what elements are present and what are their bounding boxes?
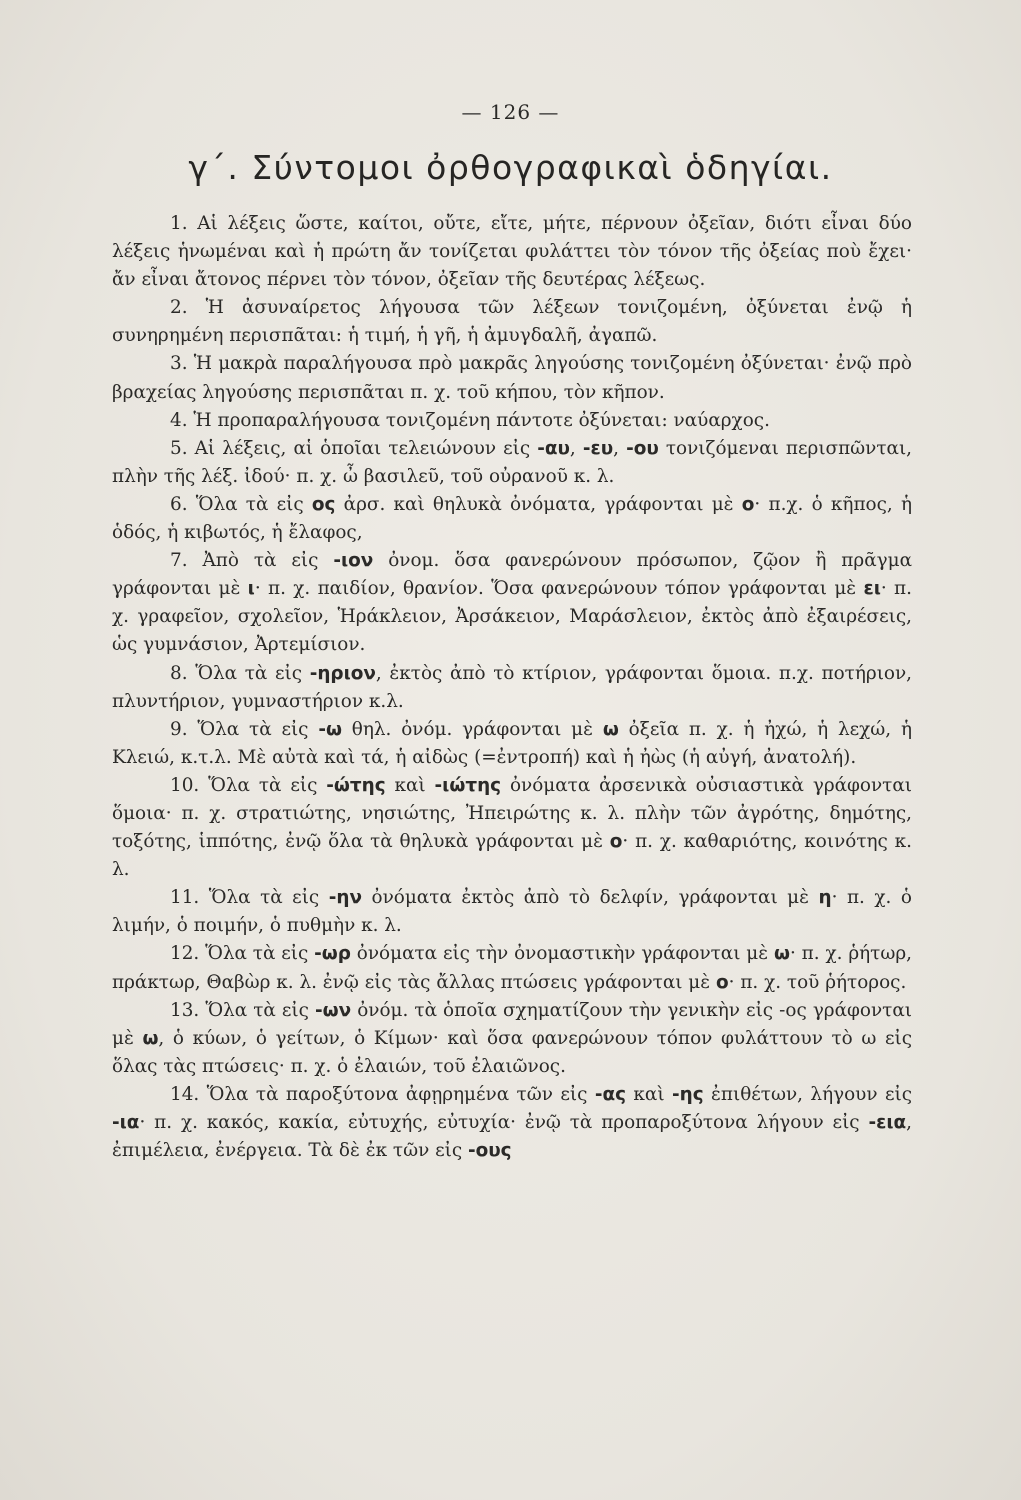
rule-suffix-bold: ω [602,718,619,740]
rule-text: 10. Ὅλα τὰ εἰς [170,774,327,796]
rule-suffix-bold: -ης [671,1083,704,1105]
rule-paragraph-3 [112,350,912,406]
rule-text: 2. Ἡ ἀσυναίρετος λήγουσα τῶν λέξεων τονιζομένη, ὀξύνεται ἐνῷ ἡ συνηρημένη περισπᾶται: ἡ τιμή, ἡ γῆ, ἡ ἀμυγδαλῆ, ἀγαπῶ. [112,297,912,347]
rule-text: ὀνόματα ἐκτὸς ἀπὸ τὸ δελφίν, γράφονται μὲ [362,887,819,909]
rule-suffix-bold: -ευ [582,437,614,459]
rule-text: 11. Ὅλα τὰ εἰς [170,887,329,909]
rule-suffix-bold: ει [863,578,881,600]
rule-suffix-bold: -ας [594,1083,626,1105]
rule-text: 7. Ἀπὸ τὰ εἰς [170,550,334,572]
rule-paragraph-6 [112,491,912,547]
rule-text: 6. Ὅλα τὰ εἰς [170,493,312,515]
rule-suffix-bold: η [818,887,832,909]
rule-paragraph-14 [112,1081,912,1165]
rule-suffix-bold: -ωρ [314,943,351,965]
rule-suffix-bold: -ηριον [309,662,376,684]
rule-text: , [613,437,627,459]
rule-paragraph-7 [112,547,912,659]
rule-text: ὀνόματα εἰς τὴν ὀνομαστικὴν γράφονται μὲ [350,943,774,965]
rule-text: · π. χ. ῥήτωρ, πράκτωρ, Θαβὼρ κ. λ. ἐνῷ εἰς τὰς ἄλλας πτώσεις γράφονται μὲ [112,943,912,993]
rules-body [112,210,912,1165]
rule-suffix-bold: -ων [314,999,352,1021]
page-number: — 126 — [461,100,560,124]
rule-paragraph-9 [112,716,912,772]
rule-suffix-bold: -ιώτης [434,774,502,796]
rule-paragraph-5 [112,435,912,491]
rule-suffix-bold: -ιον [333,550,374,572]
rule-text: · π. χ. καθαριότης, κοινότης κ. λ. [112,831,912,881]
rule-text: 14. Ὅλα τὰ παροξύτονα ἀφῃρημένα τῶν εἰς [170,1083,595,1105]
rule-text: · π. χ. κακός, κακία, εὐτυχής, εὐτυχία· ἐνῷ τὰ προπαροξύτονα λήγουν εἰς [139,1112,869,1133]
rule-paragraph-13 [112,997,912,1081]
rule-paragraph-1 [112,210,912,294]
rule-text: 4. Ἡ προπαραλήγουσα τονιζομένη πάντοτε ὀξύνεται: ναύαρχος. [170,409,770,431]
rule-text: , ὁ κύων, ὁ γείτων, ὁ Κίμων· καὶ ὅσα φανερώνουν τόπον φυλάττουν τὸ ω εἰς ὅλας τὰς πτώσεις· π. χ. ὁ ἐλαιών, τοῦ ἐλαιῶνος. [112,1027,912,1077]
rule-suffix-bold: -ους [468,1140,512,1162]
rule-paragraph-11 [112,884,912,940]
rule-suffix-bold: ος [311,493,336,515]
rule-paragraph-2 [112,294,912,350]
rule-text: θηλ. ὀνόμ. γράφονται μὲ [341,718,603,740]
rule-text: ὀξεῖα π. χ. ἡ ἠχώ, ἡ λεχώ, ἡ Κλειώ, κ.τ.λ. Μὲ αὐτὰ καὶ τά, ἡ αἰδὼς (=ἐντροπή) καὶ ἡ ἠὼς (ἡ αὐγή, ἀνατολή). [112,718,913,768]
rule-text: ἀρσ. καὶ θηλυκὰ ὀνόματα, γράφονται μὲ [335,493,742,515]
rule-paragraph-8 [112,660,912,716]
rule-suffix-bold: ο [609,831,623,853]
rule-suffix-bold: -ια [112,1112,140,1133]
rule-suffix-bold: -εια [868,1112,907,1133]
rule-text: · π. χ. ὁ λιμήν, ὁ ποιμήν, ὁ πυθμὴν κ. λ. [112,887,912,937]
rule-suffix-bold: ω [142,1027,159,1049]
rule-suffix-bold: -ου [626,437,659,459]
rule-text: · π. χ. γραφεῖον, σχολεῖον, Ἡράκλειον, Ἀρσάκειον, Μαράσλειον, ἐκτὸς ἀπὸ ἐξαιρέσεις, ὡς γυμνάσιον, Ἀρτεμίσιον. [112,578,912,656]
rule-text: ὀνομ. ὅσα φανερώνουν πρόσωπον, ζῷον ἢ πρᾶγμα γράφονται μὲ [112,550,912,600]
rule-suffix-bold: ι [247,578,255,600]
rule-suffix-bold: -ω [318,718,342,740]
rule-text: ἐπιθέτων, λήγουν εἰς [703,1083,912,1105]
rule-paragraph-4 [112,407,912,435]
rule-text: 8. Ὅλα τὰ εἰς [170,662,310,684]
rule-suffix-bold: -αυ [537,437,570,459]
rule-text: ὀνόμ. τὰ ὁποῖα σχηματίζουν τὴν γενικὴν εἰς -ος γράφονται μὲ [112,999,912,1049]
rule-text: , [569,437,583,459]
rule-text: 3. Ἡ μακρὰ παραλήγουσα πρὸ μακρᾶς ληγούσης τονιζομένη ὀξύνεται· ἐνῷ πρὸ βραχείας ληγούσης περισπᾶται π. χ. τοῦ κήπου, τὸν κῆπον. [112,353,912,403]
rule-text: ὀνόματα ἀρσενικὰ οὐσιαστικὰ γράφονται ὅμοια· π. χ. στρατιώτης, νησιώτης, Ἠπειρώτης κ. λ. πλὴν τῶν ἀγρότης, δημότης, τοξότης, ἱππότης, ἐνῷ ὅλα τὰ θηλυκὰ γράφονται μὲ [112,774,912,853]
rule-suffix-bold: ο [715,971,729,993]
rule-text: · π. χ. τοῦ ῥήτορος. [728,971,907,993]
rule-text: καὶ [625,1083,672,1105]
rule-text: 5. Αἱ λέξεις, αἱ ὁποῖαι τελειώνουν εἰς [170,437,538,459]
rule-suffix-bold: -ώτης [326,774,386,796]
rule-text: καὶ [385,774,435,796]
rule-text: τονιζόμεναι περισπῶνται, πλὴν τῆς λέξ. ἰδού· π. χ. ὦ βασιλεῦ, τοῦ οὐρανοῦ κ. λ. [112,437,913,487]
rule-suffix-bold: -ην [328,887,363,909]
rule-text: 13. Ὅλα τὰ εἰς [170,999,315,1021]
rule-suffix-bold: ω [773,943,790,965]
rule-text: · π.χ. ὁ κῆπος, ἡ ὁδός, ἡ κιβωτός, ἡ ἔλαφος, [112,493,912,544]
rule-text: 1. Αἱ λέξεις ὥστε, καίτοι, οὔτε, εἴτε, μήτε, πέρνουν ὀξεῖαν, διότι εἶναι δύο λέξεις ἡνωμέναι καὶ ἡ πρώτη ἄν τονίζεται φυλάττει τὸν τόνον τῆς ὀξείας ποὺ ἔχει· ἄν εἶναι ἄτονος πέρνει τὸν τόνον, ὀξεῖαν τῆς δευτέρας λέξεως. [112,213,912,291]
rule-text: , ἐπιμέλεια, ἐνέργεια. Τὰ δὲ ἐκ τῶν εἰς [112,1112,912,1162]
rule-paragraph-10 [112,772,912,884]
section-heading: γ΄. Σύντομοι ὀρθογραφικαὶ ὁδηγίαι. [188,148,833,187]
rule-text: , ἐκτὸς ἀπὸ τὸ κτίριον, γράφονται ὅμοια. π.χ. ποτήριον, πλυντήριον, γυμναστήριον κ.λ. [112,662,912,712]
rule-suffix-bold: ο [741,493,755,515]
rule-text: · π. χ. παιδίον, θρανίον. Ὅσα φανερώνουν τόπον γράφονται μὲ [254,578,864,600]
rule-text: 9. Ὅλα τὰ εἰς [170,718,319,740]
rule-paragraph-12 [112,940,912,996]
rule-text: 12. Ὅλα τὰ εἰς [170,943,315,965]
